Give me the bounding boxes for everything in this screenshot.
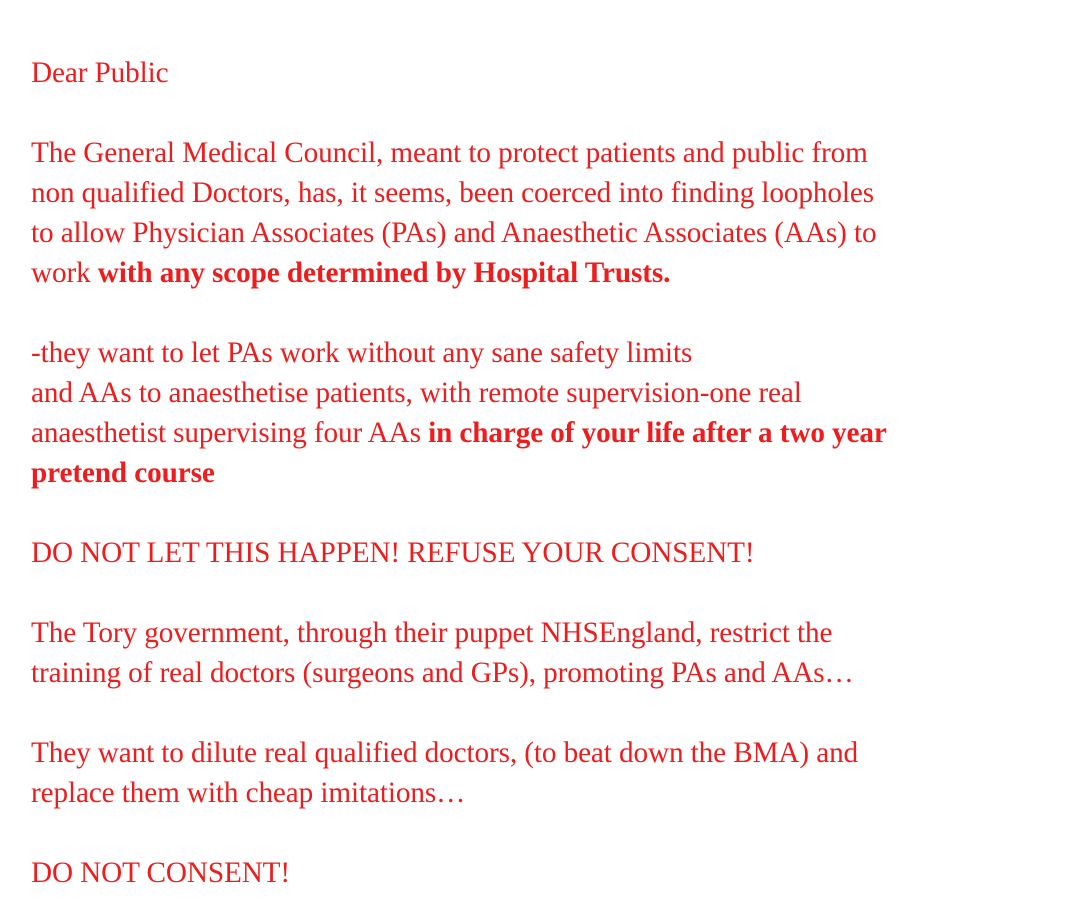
- greeting: Dear Public: [31, 57, 169, 89]
- gmc-line-4-emphasis: with any scope determined by Hospital Trusts.: [97, 257, 671, 289]
- paragraph-gap: [31, 93, 1071, 133]
- paragraph-supervision: [31, 333, 1071, 493]
- supervision-line-4-emphasis: pretend course: [31, 457, 215, 489]
- gmc-line-4-prefix: work: [31, 257, 98, 289]
- letter-body: [31, 53, 1071, 893]
- paragraph-gap: [31, 573, 1071, 613]
- supervision-line-3-emphasis: in charge of your life after a two year: [428, 417, 887, 449]
- paragraph-gap: [31, 693, 1071, 733]
- paragraph-dilute: [31, 733, 1071, 813]
- supervision-line-3-prefix: anaesthetist supervising four AAs: [31, 417, 429, 449]
- paragraph-gmc: [31, 133, 1071, 293]
- supervision-line-2: and AAs to anaesthetise patients, with remote supervision-one real: [31, 377, 802, 409]
- paragraph-gap: [31, 493, 1071, 533]
- gmc-line-1: The General Medical Council, meant to protect patients and public from: [31, 137, 868, 169]
- gmc-line-4: [31, 253, 1071, 293]
- paragraph-gap: [31, 813, 1071, 853]
- call-to-action-refuse: DO NOT LET THIS HAPPEN! REFUSE YOUR CONSENT!: [31, 537, 755, 569]
- government-line-1: The Tory government, through their puppet NHSEngland, restrict the: [31, 617, 833, 649]
- dilute-line-1: They want to dilute real qualified doctors, (to beat down the BMA) and: [31, 737, 859, 769]
- gmc-line-3: to allow Physician Associates (PAs) and Anaesthetic Associates (AAs) to: [31, 217, 877, 249]
- paragraph-government: [31, 613, 1071, 693]
- gmc-line-2: non qualified Doctors, has, it seems, been coerced into finding loopholes: [31, 177, 874, 209]
- government-line-2: training of real doctors (surgeons and GPs), promoting PAs and AAs…: [31, 657, 854, 689]
- supervision-line-1: -they want to let PAs work without any sane safety limits: [31, 337, 693, 369]
- supervision-line-3: [31, 413, 1071, 453]
- dilute-line-2: replace them with cheap imitations…: [31, 777, 466, 809]
- call-to-action-do-not-consent: DO NOT CONSENT!: [31, 857, 291, 889]
- paragraph-gap: [31, 293, 1071, 333]
